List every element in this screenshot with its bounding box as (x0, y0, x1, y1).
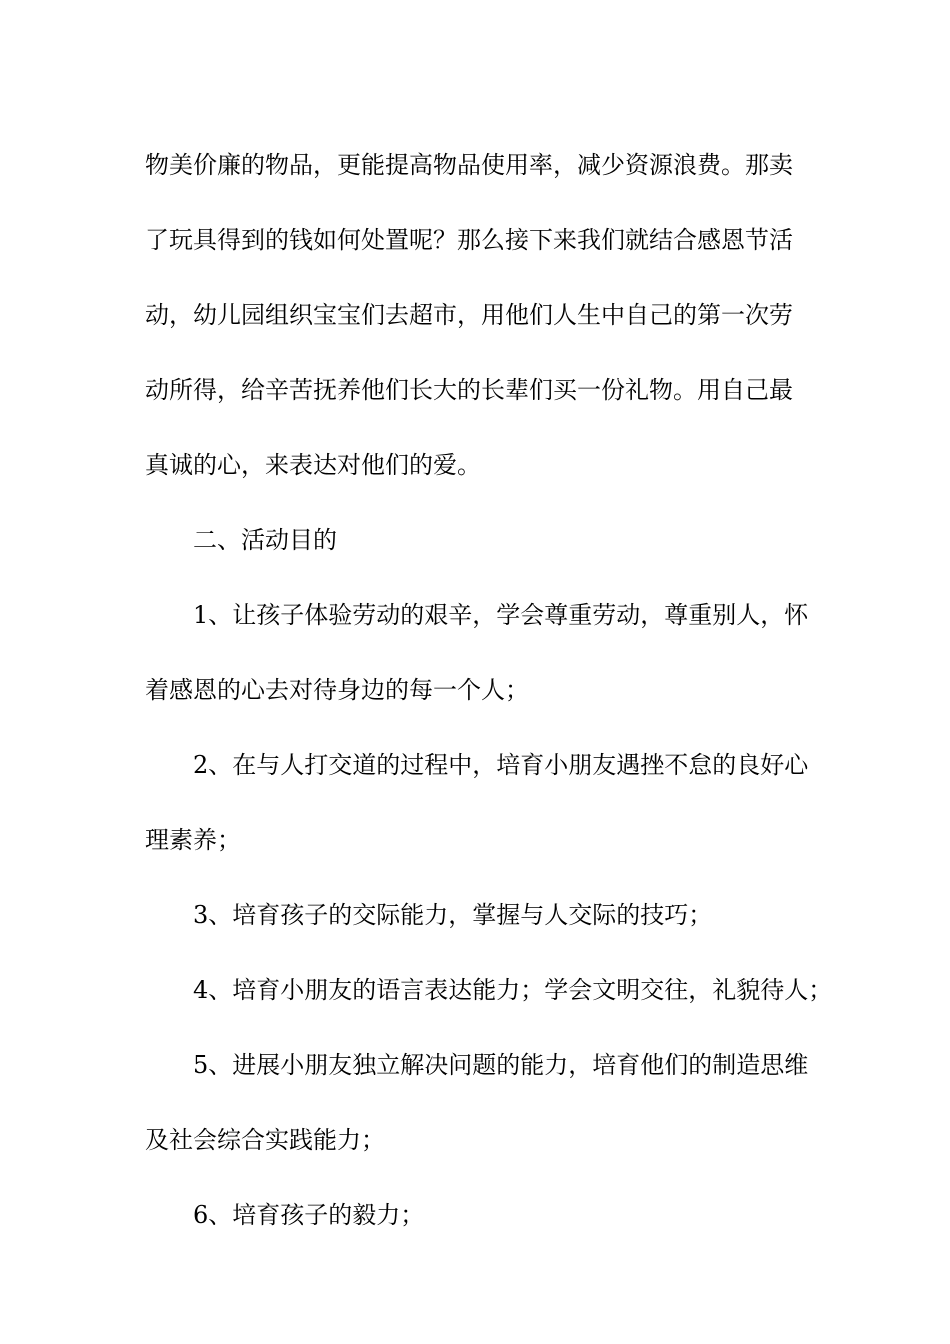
list-item-3: 3、培育孩子的交际能力，掌握与人交际的技巧； (193, 901, 713, 929)
document-body (145, 128, 833, 1253)
list-item-1: 1、让孩子体验劳动的艰辛，学会尊重劳动，尊重别人，怀 (193, 601, 809, 629)
list-item-4: 4、培育小朋友的语言表达能力；学会文明交往，礼貌待人； (193, 976, 833, 1004)
section-heading: 二、活动目的 (193, 526, 337, 554)
paragraph-line: 了玩具得到的钱如何处置呢？那么接下来我们就结合感恩节活 (145, 226, 793, 254)
list-item-6: 6、培育孩子的毅力； (193, 1201, 425, 1229)
paragraph-line: 动，幼儿园组织宝宝们去超市，用他们人生中自己的第一次劳 (145, 301, 793, 329)
list-item-1-continued: 着感恩的心去对待身边的每一个人； (145, 676, 529, 704)
list-item-5: 5、进展小朋友独立解决问题的能力，培育他们的制造思维 (193, 1051, 809, 1079)
paragraph-line: 物美价廉的物品，更能提高物品使用率，减少资源浪费。那卖 (145, 151, 793, 179)
paragraph-line: 动所得，给辛苦抚养他们长大的长辈们买一份礼物。用自己最 (145, 376, 793, 404)
paragraph-line: 真诚的心，来表达对他们的爱。 (145, 451, 481, 479)
list-item-2-continued: 理素养； (145, 826, 241, 854)
list-item-2: 2、在与人打交道的过程中，培育小朋友遇挫不怠的良好心 (193, 751, 809, 779)
list-item-5-continued: 及社会综合实践能力； (145, 1126, 385, 1154)
